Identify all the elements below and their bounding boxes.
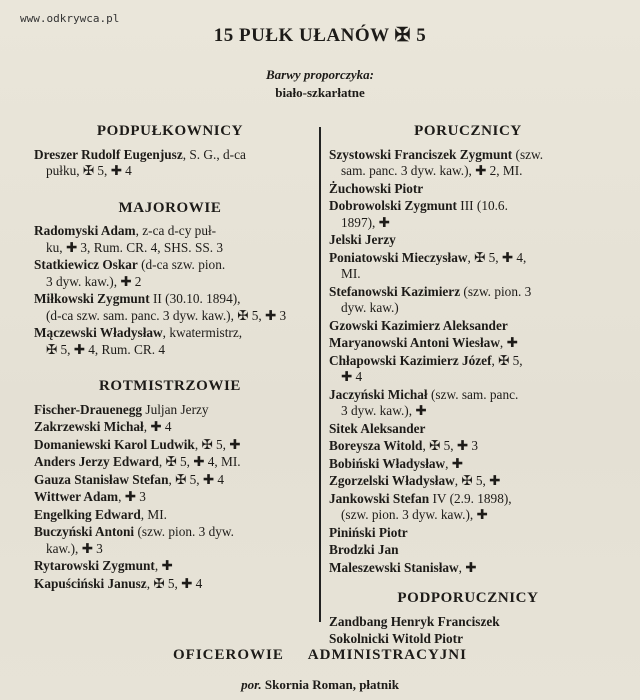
officer-name: Poniatowski Mieczysław bbox=[329, 249, 468, 265]
roster-entry bbox=[329, 456, 607, 473]
officer-name: Buczyński Antoni bbox=[34, 524, 135, 539]
roster-entry bbox=[34, 472, 306, 489]
page-title: 15 PUŁK UŁANÓW ✠ 5 bbox=[213, 25, 427, 46]
roster-entry bbox=[329, 421, 607, 438]
right-column bbox=[329, 120, 607, 649]
officer-details-cont: pułku, ✠ 5, ✚ 4 bbox=[46, 163, 132, 178]
officer-details: , ✠ 5, ✚ 4, MI. bbox=[158, 454, 241, 469]
officer-details: , ✚ bbox=[499, 335, 518, 350]
roster-entry bbox=[329, 491, 607, 524]
roster-entry bbox=[329, 387, 607, 420]
officer-name: Zgorzelski Władysław bbox=[329, 473, 455, 488]
officer-name: Sitek Aleksander bbox=[329, 420, 426, 436]
officer-details-cont: ✚ 4 bbox=[341, 369, 363, 384]
officer-details: (szw. sam. panc. bbox=[427, 386, 519, 402]
officer-name: Dobrowolski Zygmunt bbox=[329, 198, 457, 213]
officer-name: Zakrzewski Michał bbox=[34, 419, 144, 434]
list-rotmistrzowie bbox=[34, 402, 306, 593]
officer-name: Gauza Stanisław Stefan bbox=[34, 471, 169, 487]
roster-entry bbox=[329, 542, 607, 559]
officer-name: Żuchowski Piotr bbox=[329, 180, 424, 196]
officer-details: , ✠ 5, ✚ 4 bbox=[168, 471, 224, 487]
officer-name: Anders Jerzy Edward bbox=[34, 454, 159, 469]
officer-details-cont: dyw. kaw.) bbox=[341, 300, 399, 315]
roster-entry bbox=[34, 576, 306, 593]
list-podpulkownicy bbox=[34, 147, 306, 180]
roster-entry bbox=[329, 232, 607, 249]
officer-name: Brodzki Jan bbox=[329, 542, 399, 557]
officer-name: Statkiewicz Oskar bbox=[34, 257, 138, 272]
officer-details: III (10.6. bbox=[456, 198, 508, 213]
roster-entry bbox=[329, 284, 607, 317]
roster-entry bbox=[329, 250, 607, 283]
roster-entry bbox=[34, 257, 306, 290]
roster-entry bbox=[34, 489, 306, 506]
column-divider bbox=[319, 127, 321, 622]
officer-details: , ✚ bbox=[445, 455, 463, 471]
list-podporucznicy bbox=[329, 614, 607, 648]
officer-name: Piniński Piotr bbox=[329, 524, 408, 540]
officer-details: (szw. bbox=[512, 146, 544, 162]
list-majorowie bbox=[34, 223, 306, 358]
left-column bbox=[34, 120, 306, 593]
officer-details: , S. G., d-ca bbox=[182, 146, 246, 162]
officer-name: Boreysza Witold bbox=[329, 438, 423, 453]
officer-name: Szystowski Franciszek Zygmunt bbox=[329, 146, 513, 162]
officer-name: Domaniewski Karol Ludwik bbox=[34, 436, 195, 452]
officer-name: Maleszewski Stanisław bbox=[329, 559, 459, 575]
roster-entry bbox=[329, 560, 607, 577]
officer-details: , ✚ bbox=[458, 559, 477, 575]
heading-majorowie: MAJOROWIE bbox=[118, 199, 222, 216]
roster-entry bbox=[329, 147, 607, 180]
officer-details: (d-ca szw. pion. bbox=[137, 257, 226, 272]
officer-details: , ✚ 4 bbox=[143, 419, 172, 434]
heading-podporucznicy: PODPORUCZNICY bbox=[397, 590, 539, 606]
roster-entry bbox=[34, 419, 306, 436]
officer-details-cont: ✠ 5, ✚ 4, Rum. CR. 4 bbox=[46, 341, 166, 357]
pennant-colours bbox=[0, 66, 640, 102]
officer-name: Jankowski Stefan bbox=[329, 490, 430, 506]
roster-entry bbox=[34, 437, 306, 454]
officer-details-cont: 1897), ✚ bbox=[341, 214, 390, 230]
officer-details: , z-ca d-cy puł- bbox=[135, 223, 217, 238]
roster-entry bbox=[329, 438, 607, 455]
officer-name: Kapuściński Janusz bbox=[34, 575, 147, 591]
officer-details: , ✚ bbox=[154, 558, 173, 573]
roster-entry bbox=[34, 524, 306, 557]
officer-name: Stefanowski Kazimierz bbox=[329, 283, 461, 299]
officer-name: Fischer-Drauenegg bbox=[34, 401, 143, 417]
officer-name: Rytarowski Zygmunt bbox=[34, 558, 155, 573]
officer-name: Mączewski Władysław bbox=[34, 325, 163, 340]
officer-details: , kwatermistrz, bbox=[162, 325, 243, 340]
roster-entry bbox=[329, 473, 607, 490]
officer-details: , ✠ 5, ✚ bbox=[194, 436, 241, 452]
roster-entry bbox=[34, 291, 306, 324]
pennant-colours-label: Barwy proporczyka: bbox=[266, 67, 374, 82]
officer-name: Jaczyński Michał bbox=[329, 386, 428, 402]
officer-name: Miłkowski Zygmunt bbox=[34, 291, 150, 306]
heading-podpulkownicy: PODPUŁKOWNICY bbox=[96, 123, 244, 139]
officer-details: IV (2.9. 1898), bbox=[429, 490, 512, 506]
officer-name: Chłapowski Kazimierz Józef bbox=[329, 352, 492, 368]
watermark: www.odkrywca.pl bbox=[20, 12, 120, 25]
officer-details-cont: MI. bbox=[341, 266, 361, 281]
roster-entry bbox=[34, 223, 306, 256]
officer-details: Juljan Jerzy bbox=[142, 401, 209, 417]
officer-details-cont: 3 dyw. kaw.), ✚ 2 bbox=[46, 273, 142, 289]
officer-details: , MI. bbox=[140, 506, 168, 522]
list-porucznicy bbox=[329, 147, 607, 577]
admin-heading: OFICEROWIE ADMINISTRACYJNI bbox=[173, 647, 467, 663]
roster-entry bbox=[329, 318, 607, 335]
officer-details: , ✠ 5, bbox=[491, 352, 523, 368]
roster-entry bbox=[329, 353, 607, 386]
roster-entry bbox=[34, 507, 306, 524]
officer-name: Sokolnicki Witold Piotr bbox=[329, 631, 463, 646]
officer-details-cont: kaw.), ✚ 3 bbox=[46, 540, 103, 556]
officer-name: Zandbang Henryk Franciszek bbox=[329, 613, 500, 629]
pennant-colours-value: biało-szkarłatne bbox=[275, 85, 365, 100]
roster-entry bbox=[34, 325, 306, 358]
officer-details: , ✠ 5, ✚ 4 bbox=[146, 575, 203, 591]
roster-entry bbox=[34, 454, 306, 471]
roster-entry bbox=[329, 614, 607, 631]
officer-name: Radomyski Adam bbox=[34, 223, 136, 238]
roster-entry bbox=[329, 181, 607, 198]
officer-details: (szw. pion. 3 bbox=[460, 283, 532, 299]
officer-name: Dreszer Rudolf Eugenjusz bbox=[34, 146, 183, 162]
admin-rank: por. bbox=[241, 677, 262, 692]
admin-name: Skornia Roman bbox=[264, 677, 353, 692]
officer-details: (szw. pion. 3 dyw. bbox=[134, 524, 234, 539]
officer-details-cont: sam. panc. 3 dyw. kaw.), ✚ 2, MI. bbox=[341, 163, 523, 178]
officer-details: , ✠ 5, ✚ 3 bbox=[422, 438, 478, 453]
officer-details-cont: 3 dyw. kaw.), ✚ bbox=[341, 403, 427, 418]
officer-name: Gzowski Kazimierz Aleksander bbox=[329, 317, 508, 333]
officer-details-cont: (d-ca szw. sam. panc. 3 dyw. kaw.), ✠ 5, ✚ 3 bbox=[46, 307, 287, 323]
roster-entry bbox=[329, 631, 607, 648]
admin-entry bbox=[0, 677, 640, 693]
roster-entry bbox=[329, 335, 607, 352]
officer-name: Bobiński Władysław bbox=[329, 455, 446, 471]
officer-name: Wittwer Adam bbox=[34, 489, 119, 504]
heading-rotmistrzowie: ROTMISTRZOWIE bbox=[99, 378, 241, 394]
roster-entry bbox=[34, 558, 306, 575]
officer-details: , ✠ 5, ✚ 4, bbox=[467, 249, 527, 265]
officer-details: II (30.10. 1894), bbox=[149, 291, 241, 306]
officer-details-cont: (szw. pion. 3 dyw. kaw.), ✚ bbox=[341, 507, 488, 522]
officer-name: Maryanowski Antoni Wiesław bbox=[329, 335, 500, 350]
officer-details: , ✚ 3 bbox=[118, 489, 146, 504]
officer-name: Jelski Jerzy bbox=[329, 232, 396, 247]
heading-porucznicy: PORUCZNICY bbox=[414, 123, 522, 139]
roster-entry bbox=[329, 525, 607, 542]
roster-entry bbox=[34, 147, 306, 180]
roster-entry bbox=[329, 198, 607, 231]
officer-details: , ✠ 5, ✚ bbox=[454, 473, 501, 488]
officer-details-cont: ku, ✚ 3, Rum. CR. 4, SHS. SS. 3 bbox=[46, 239, 224, 255]
admin-role: , płatnik bbox=[352, 677, 399, 692]
roster-entry bbox=[34, 402, 306, 419]
officer-name: Engelking Edward bbox=[34, 506, 141, 522]
